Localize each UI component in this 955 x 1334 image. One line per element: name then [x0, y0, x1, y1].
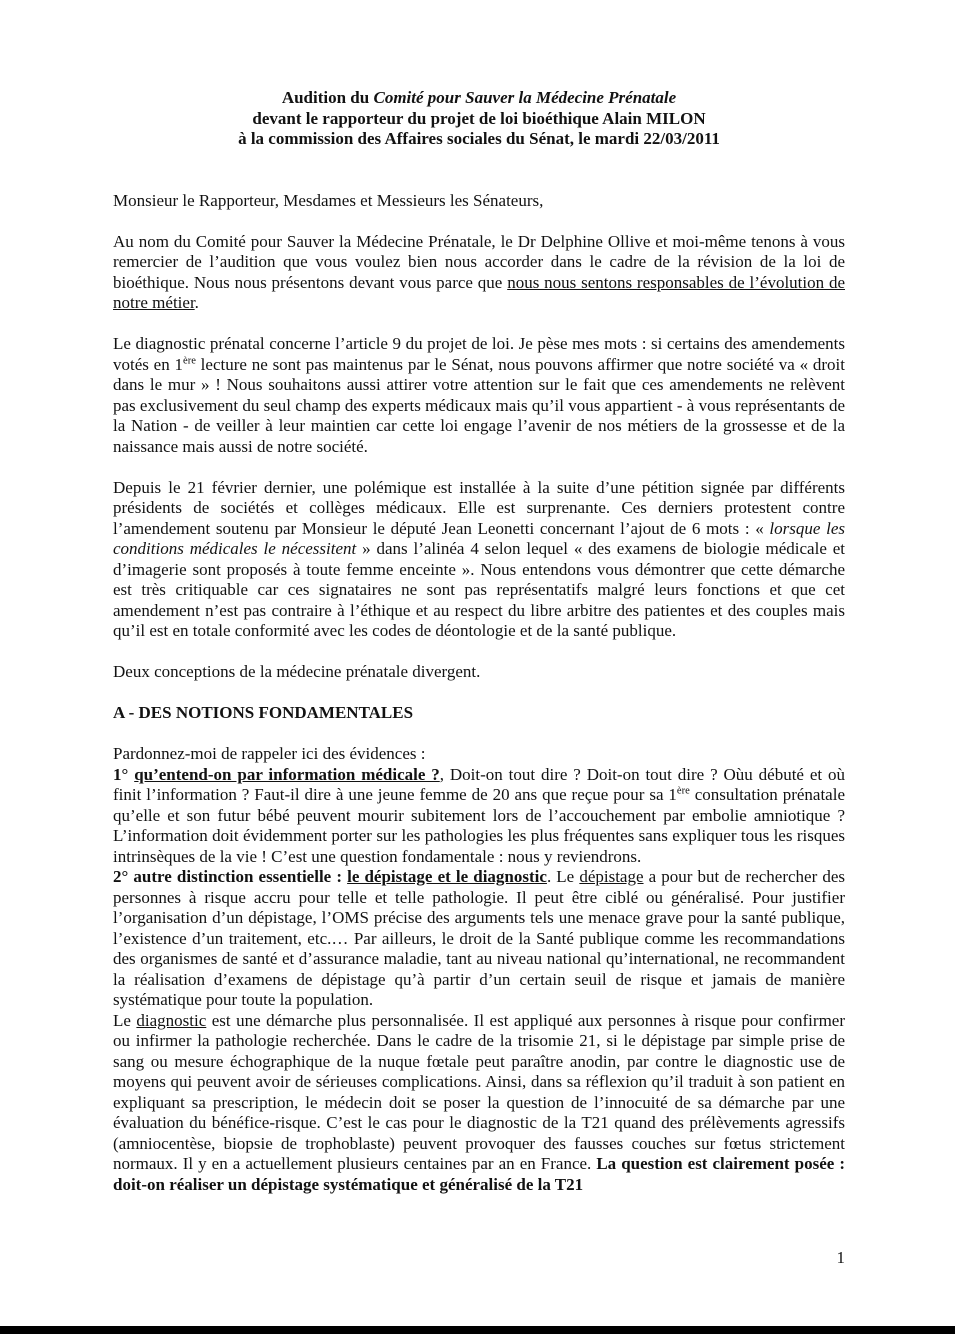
- title-line: [113, 88, 845, 109]
- section-heading: [113, 703, 845, 724]
- text-run: à la commission des Affaires sociales du Sénat, le mardi 22/03/2011: [238, 129, 720, 148]
- text-run: La question est clairement posée : doit-on réaliser un dépistage systématique et généralisé de la T21: [113, 1154, 845, 1194]
- document-body: [113, 191, 845, 1196]
- text-run: Pardonnez-moi de rappeler ici des évidences :: [113, 744, 426, 763]
- text-run: . Le: [546, 867, 580, 886]
- title-line: [113, 109, 845, 130]
- text-run: » dans l’alinéa 4 selon lequel « des examens de biologie médicale et d’imagerie sont proposés à toute femme enceinte ». Nous entendons vous démontrer que cette démarche est très critiquable car ces signataires ne sont pas représentatifs malgré leurs fonctions et que cet amendement n’est pas contraire à l’éthique et au respect du libre arbitre des patientes et des couples mais qu’il est en totale conformité avec les codes de déontologie et de la santé publique.: [113, 539, 845, 640]
- paragraph: [113, 744, 845, 765]
- text-run: Deux conceptions de la médecine prénatale divergent.: [113, 662, 481, 681]
- page-number: 1: [836, 1248, 845, 1267]
- paragraph: [113, 191, 845, 212]
- text-run: Depuis le 21 février dernier, une polémique est installée à la suite d’une pétition signée par différents présidents de sociétés et collèges médicaux. Elle est surprenante. Ces derniers protestent contre l’amendement soutenu par Monsieur le député Jean Leonetti concernant l’ajout de 6 mots : «: [113, 477, 845, 538]
- text-run: lorsque les conditions médicales le nécessitent: [113, 518, 845, 558]
- text-run: a pour but de rechercher des personnes à risque accru pour telle et telle pathologie. Il peut être ciblé ou généralisé. Pour justifier l’organisation d’un dépistage, l’OMS précise des arguments tels une menace grave pour la santé publique, l’existence d’un traitement, etc.… Par ailleurs, le droit de la Santé publique comme les recommandations des organismes de santé et d’assurance maladie, tant au niveau national qu’international, ne recommandent la réalisation d’examens de dépistage qu’à partir d’un certain seuil de risque et jamais de manière systématique pour toute la population.: [113, 867, 845, 1009]
- paragraph: [113, 867, 845, 1011]
- scan-edge-bar: [0, 1326, 955, 1334]
- paragraph: [113, 662, 845, 683]
- document-title: [113, 88, 845, 150]
- text-run: 1°: [113, 764, 135, 784]
- text-run: , Doit-on tout dire ? Doit-on tout dire ? Oùu débuté et où finit l’information ? Faut-il dire à une jeune femme de 20 ans que reçue pour sa 1: [113, 764, 845, 804]
- title-line: [113, 129, 845, 150]
- text-run: qu’entend-on par information médicale ?: [134, 764, 440, 784]
- text-run: est une démarche plus personnalisée. Il est appliqué aux personnes à risque pour confirmer ou infirmer la pathologie recherchée. Dans le cadre de la trisomie 21, si le dépistage par simple prise de sang ou mesure échographique de la nuque fœtale peut paraître anodin, par contre le diagnostic use de moyens qui peuvent avoir de sérieuses complications. Ainsi, dans sa réflexion qu’il traduit à son patient en expliquant sa prescription, le médecin doit se poser la question de l’innocuité de sa démarche par une évaluation du bénéfice-risque. C’est le cas pour le diagnostic de la T21 quand des prélèvements agressifs (amniocentèse, biopsie de trophoblaste) peuvent provoquer des fausses couches sur fœtus strictement normaux. Il y en a actuellement plusieurs centaines par an en France.: [113, 1010, 845, 1173]
- text-run: dépistage: [579, 867, 644, 886]
- text-run: A - DES NOTIONS FONDAMENTALES: [113, 703, 414, 722]
- text-run: le dépistage et le diagnostic: [347, 867, 547, 886]
- text-run: diagnostic: [136, 1010, 207, 1030]
- text-run: Monsieur le Rapporteur, Mesdames et Messieurs les Sénateurs,: [113, 190, 544, 210]
- text-run: lecture ne sont pas maintenus par le Sénat, nous pouvons affirmer que notre société va « droit dans le mur » ! Nous souhaitons aussi attirer votre attention sur le fait que ces amendements ne relèvent pas exclusivement du seul champ des experts médicaux mais qu’il vous appartient - à vous représentants de la Nation - de veiller à leur maintien car cette loi engage l’avenir de nos métiers de la grossesse et de la naissance mais aussi de notre société.: [113, 354, 846, 456]
- paragraph: [113, 478, 845, 642]
- text-run: .: [194, 293, 199, 312]
- text-run: Au nom du Comité pour Sauver la Médecine Prénatale, le Dr Delphine Ollive et moi-même tenons à vous remercier de l’audition que vous voulez bien nous accorder dans le cadre de la révision de la loi de bioéthique. Nous nous présentons devant vous parce que: [113, 231, 845, 292]
- paragraph: [113, 1011, 845, 1196]
- document-page-content: [113, 88, 845, 1195]
- text-run: nous nous sentons responsables de l’évolution de notre métier: [113, 272, 845, 312]
- text-run: ère: [676, 785, 690, 797]
- text-run: consultation prénatale qu’elle et son futur bébé peuvent mourir subitement lors de l’accouchement par embolie amniotique ? L’information doit évidemment porter sur les pathologies les plus fréquentes sans expliquer tous les risques intrinsèques de la vie ! C’est une question fondamentale : nous y reviendrons.: [113, 785, 846, 866]
- paragraph: [113, 232, 845, 314]
- text-run: Comité pour Sauver la Médecine Prénatale: [373, 88, 677, 107]
- text-run: 2° autre distinction essentielle :: [113, 867, 348, 886]
- text-run: devant le rapporteur du projet de loi bioéthique Alain MILON: [252, 108, 706, 128]
- text-run: Le: [113, 1010, 137, 1030]
- paragraph: [113, 765, 845, 868]
- text-run: Le diagnostic prénatal concerne l’article 9 du projet de loi. Je pèse mes mots : si certains des amendements votés en 1: [113, 334, 845, 374]
- paragraph: [113, 334, 845, 457]
- text-run: Audition du: [281, 88, 374, 107]
- text-run: ère: [183, 354, 196, 366]
